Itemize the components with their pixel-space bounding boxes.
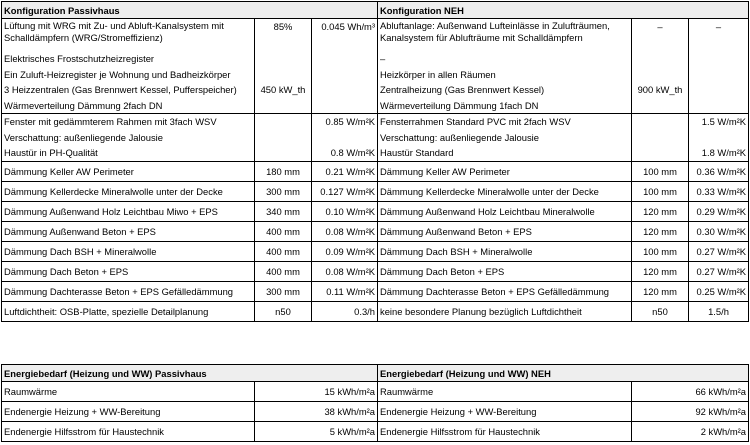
n-ht-line: Abluftanlage: Außenwand Lufteinlässe in Zulufträumen, Kanalsystem für Ablufträume mit Schalldämpfern	[380, 20, 610, 43]
n-daemmung-label: Dämmung Außenwand Holz Leichtbau Mineralwolle	[378, 201, 632, 221]
p-luftdicht-key: n50	[255, 301, 312, 321]
daemmung-section	[2, 161, 749, 301]
n-energy-label: Raumwärme	[378, 382, 632, 402]
daemmung-row	[2, 241, 749, 261]
daemmung-row	[2, 281, 749, 301]
p-daemmung-thickness: 300 mm	[255, 281, 312, 301]
n-daemmung-u-value: 0.25 W/m²K	[689, 281, 749, 301]
p-luftdicht-value: 0.3/h	[312, 301, 378, 321]
n-daemmung-thickness: 120 mm	[632, 261, 689, 281]
n-energy-value: 92 kWh/m²a	[632, 402, 749, 422]
p-energy-label: Endenergie Heizung + WW-Bereitung	[2, 402, 255, 422]
luftdicht-row	[2, 301, 749, 321]
n-luftdicht-value: 1.5/h	[689, 301, 749, 321]
n-luftdicht-key: n50	[632, 301, 689, 321]
neh-title: Konfiguration NEH	[378, 2, 749, 19]
n-daemmung-u-value: 0.29 W/m²K	[689, 201, 749, 221]
p-fenster-u: 0.85 W/m²K 0.8 W/m²K	[312, 114, 378, 162]
p-energy-value: 38 kWh/m²a	[255, 402, 378, 422]
n-daemmung-thickness: 120 mm	[632, 281, 689, 301]
n-daemmung-label: Dämmung Dach BSH + Mineralwolle	[378, 241, 632, 261]
energy-row	[2, 422, 749, 442]
n-daemmung-thickness: 120 mm	[632, 201, 689, 221]
p-ht-line: Wärmeverteilung Dämmung 2fach DN	[4, 99, 163, 111]
energy-header-row	[2, 365, 749, 382]
n-ht-line: Heizkörper in allen Räumen	[380, 68, 496, 80]
n-daemmung-label: Dämmung Keller AW Perimeter	[378, 161, 632, 181]
n-energy-value: 2 kWh/m²a	[632, 422, 749, 442]
n-daemmung-label: Dämmung Dachterasse Beton + EPS Gefälledämmung	[378, 281, 632, 301]
n-ht-line: Zentralheizung (Gas Brennwert Kessel)	[380, 84, 545, 95]
p-daemmung-thickness: 300 mm	[255, 181, 312, 201]
p-fenster: Fenster mit gedämmterem Rahmen mit 3fach WSV Verschattung: außenliegende Jalousie Haustür in PH-Qualität	[2, 114, 255, 162]
n-daemmung-u-value: 0.36 W/m²K	[689, 161, 749, 181]
energy-table	[1, 364, 749, 442]
n-ht-line: –	[380, 53, 386, 64]
p-daemmung-label: Dämmung Dachterasse Beton + EPS Gefälledämmung	[2, 281, 255, 301]
p-daemmung-thickness: 180 mm	[255, 161, 312, 181]
p-daemmung-u-value: 0.21 W/m²K	[312, 161, 378, 181]
n-fenster-u: 1.5 W/m²K 1.8 W/m²K	[689, 114, 749, 162]
n-daemmung-u-value: 0.30 W/m²K	[689, 221, 749, 241]
p-ht-line: Ein Zuluft-Heizregister je Wohnung und Badheizkörper	[4, 68, 231, 80]
p-daemmung-label: Dämmung Dach Beton + EPS	[2, 261, 255, 281]
n-daemmung-label: Dämmung Dach Beton + EPS	[378, 261, 632, 281]
daemmung-row	[2, 221, 749, 241]
p-energy-value: 15 kWh/m²a	[255, 382, 378, 402]
n-fenster: Fensterrahmen Standard PVC mit 2fach WSV Verschattung: außenliegende Jalousie Haustür Standard	[378, 114, 632, 162]
p-daemmung-label: Dämmung Kellerdecke Mineralwolle unter der Decke	[2, 181, 255, 201]
passiv-title: Konfiguration Passivhaus	[2, 2, 378, 19]
n-energy-value: 66 kWh/m²a	[632, 382, 749, 402]
haustechnik-row	[2, 19, 749, 114]
p-energy-value: 5 kWh/m²a	[255, 422, 378, 442]
n-ht-val2: –	[689, 19, 749, 114]
energy-rows	[2, 382, 749, 442]
n-luftdicht-label: keine besondere Planung bezüglich Luftdichtheit	[378, 301, 632, 321]
p-ht-line: Lüftung mit WRG mit Zu- und Abluft-Kanalsystem mit Schalldämpfern (WRG/Stromeffizienz)	[4, 20, 224, 43]
p-daemmung-label: Dämmung Außenwand Holz Leichtbau Miwo + EPS	[2, 201, 255, 221]
energy-row	[2, 402, 749, 422]
daemmung-row	[2, 181, 749, 201]
p-daemmung-label: Dämmung Keller AW Perimeter	[2, 161, 255, 181]
p-daemmung-u-value: 0.09 W/m²K	[312, 241, 378, 261]
n-daemmung-label: Dämmung Kellerdecke Mineralwolle unter der Decke	[378, 181, 632, 201]
n-haustechnik	[378, 19, 632, 114]
p-daemmung-thickness: 400 mm	[255, 261, 312, 281]
p-daemmung-u-value: 0.11 W/m²K	[312, 281, 378, 301]
n-daemmung-thickness: 100 mm	[632, 241, 689, 261]
configuration-table	[1, 1, 749, 322]
p-daemmung-u-value: 0.10 W/m²K	[312, 201, 378, 221]
p-daemmung-label: Dämmung Dach BSH + Mineralwolle	[2, 241, 255, 261]
p-energy-label: Endenergie Hilfsstrom für Haustechnik	[2, 422, 255, 442]
n-energy-label: Endenergie Hilfsstrom für Haustechnik	[378, 422, 632, 442]
n-daemmung-u-value: 0.27 W/m²K	[689, 261, 749, 281]
n-daemmung-label: Dämmung Außenwand Beton + EPS	[378, 221, 632, 241]
configuration-header-row	[2, 2, 749, 19]
p-ht-val1: 85% 450 kW_th	[255, 19, 312, 114]
daemmung-row	[2, 201, 749, 221]
energy-row	[2, 382, 749, 402]
p-daemmung-label: Dämmung Außenwand Beton + EPS	[2, 221, 255, 241]
n-daemmung-thickness: 100 mm	[632, 181, 689, 201]
p-ht-val2: 0.045 Wh/m³	[312, 19, 378, 114]
n-daemmung-thickness: 120 mm	[632, 221, 689, 241]
p-energy-label: Raumwärme	[2, 382, 255, 402]
energy-neh-title: Energiebedarf (Heizung und WW) NEH	[378, 365, 749, 382]
p-haustechnik	[2, 19, 255, 114]
n-energy-label: Endenergie Heizung + WW-Bereitung	[378, 402, 632, 422]
n-ht-val1: – 900 kW_th	[632, 19, 689, 114]
daemmung-row	[2, 161, 749, 181]
p-luftdicht-label: Luftdichtheit: OSB-Platte, spezielle Detailplanung	[2, 301, 255, 321]
p-ht-line: 3 Heizzentralen (Gas Brennwert Kessel, Pufferspeicher)	[4, 84, 237, 95]
p-daemmung-thickness: 400 mm	[255, 241, 312, 261]
n-ht-line: Wärmeverteilung Dämmung 1fach DN	[380, 99, 539, 111]
p-daemmung-thickness: 340 mm	[255, 201, 312, 221]
p-daemmung-u-value: 0.08 W/m²K	[312, 261, 378, 281]
n-daemmung-u-value: 0.27 W/m²K	[689, 241, 749, 261]
p-daemmung-thickness: 400 mm	[255, 221, 312, 241]
p-daemmung-u-value: 0.08 W/m²K	[312, 221, 378, 241]
daemmung-row	[2, 261, 749, 281]
n-daemmung-u-value: 0.33 W/m²K	[689, 181, 749, 201]
n-daemmung-thickness: 100 mm	[632, 161, 689, 181]
p-ht-line: Elektrisches Frostschutzheizregister	[4, 53, 155, 64]
p-daemmung-u-value: 0.127 W/m²K	[312, 181, 378, 201]
energy-passiv-title: Energiebedarf (Heizung und WW) Passivhaus	[2, 365, 378, 382]
fenster-row	[2, 114, 749, 162]
